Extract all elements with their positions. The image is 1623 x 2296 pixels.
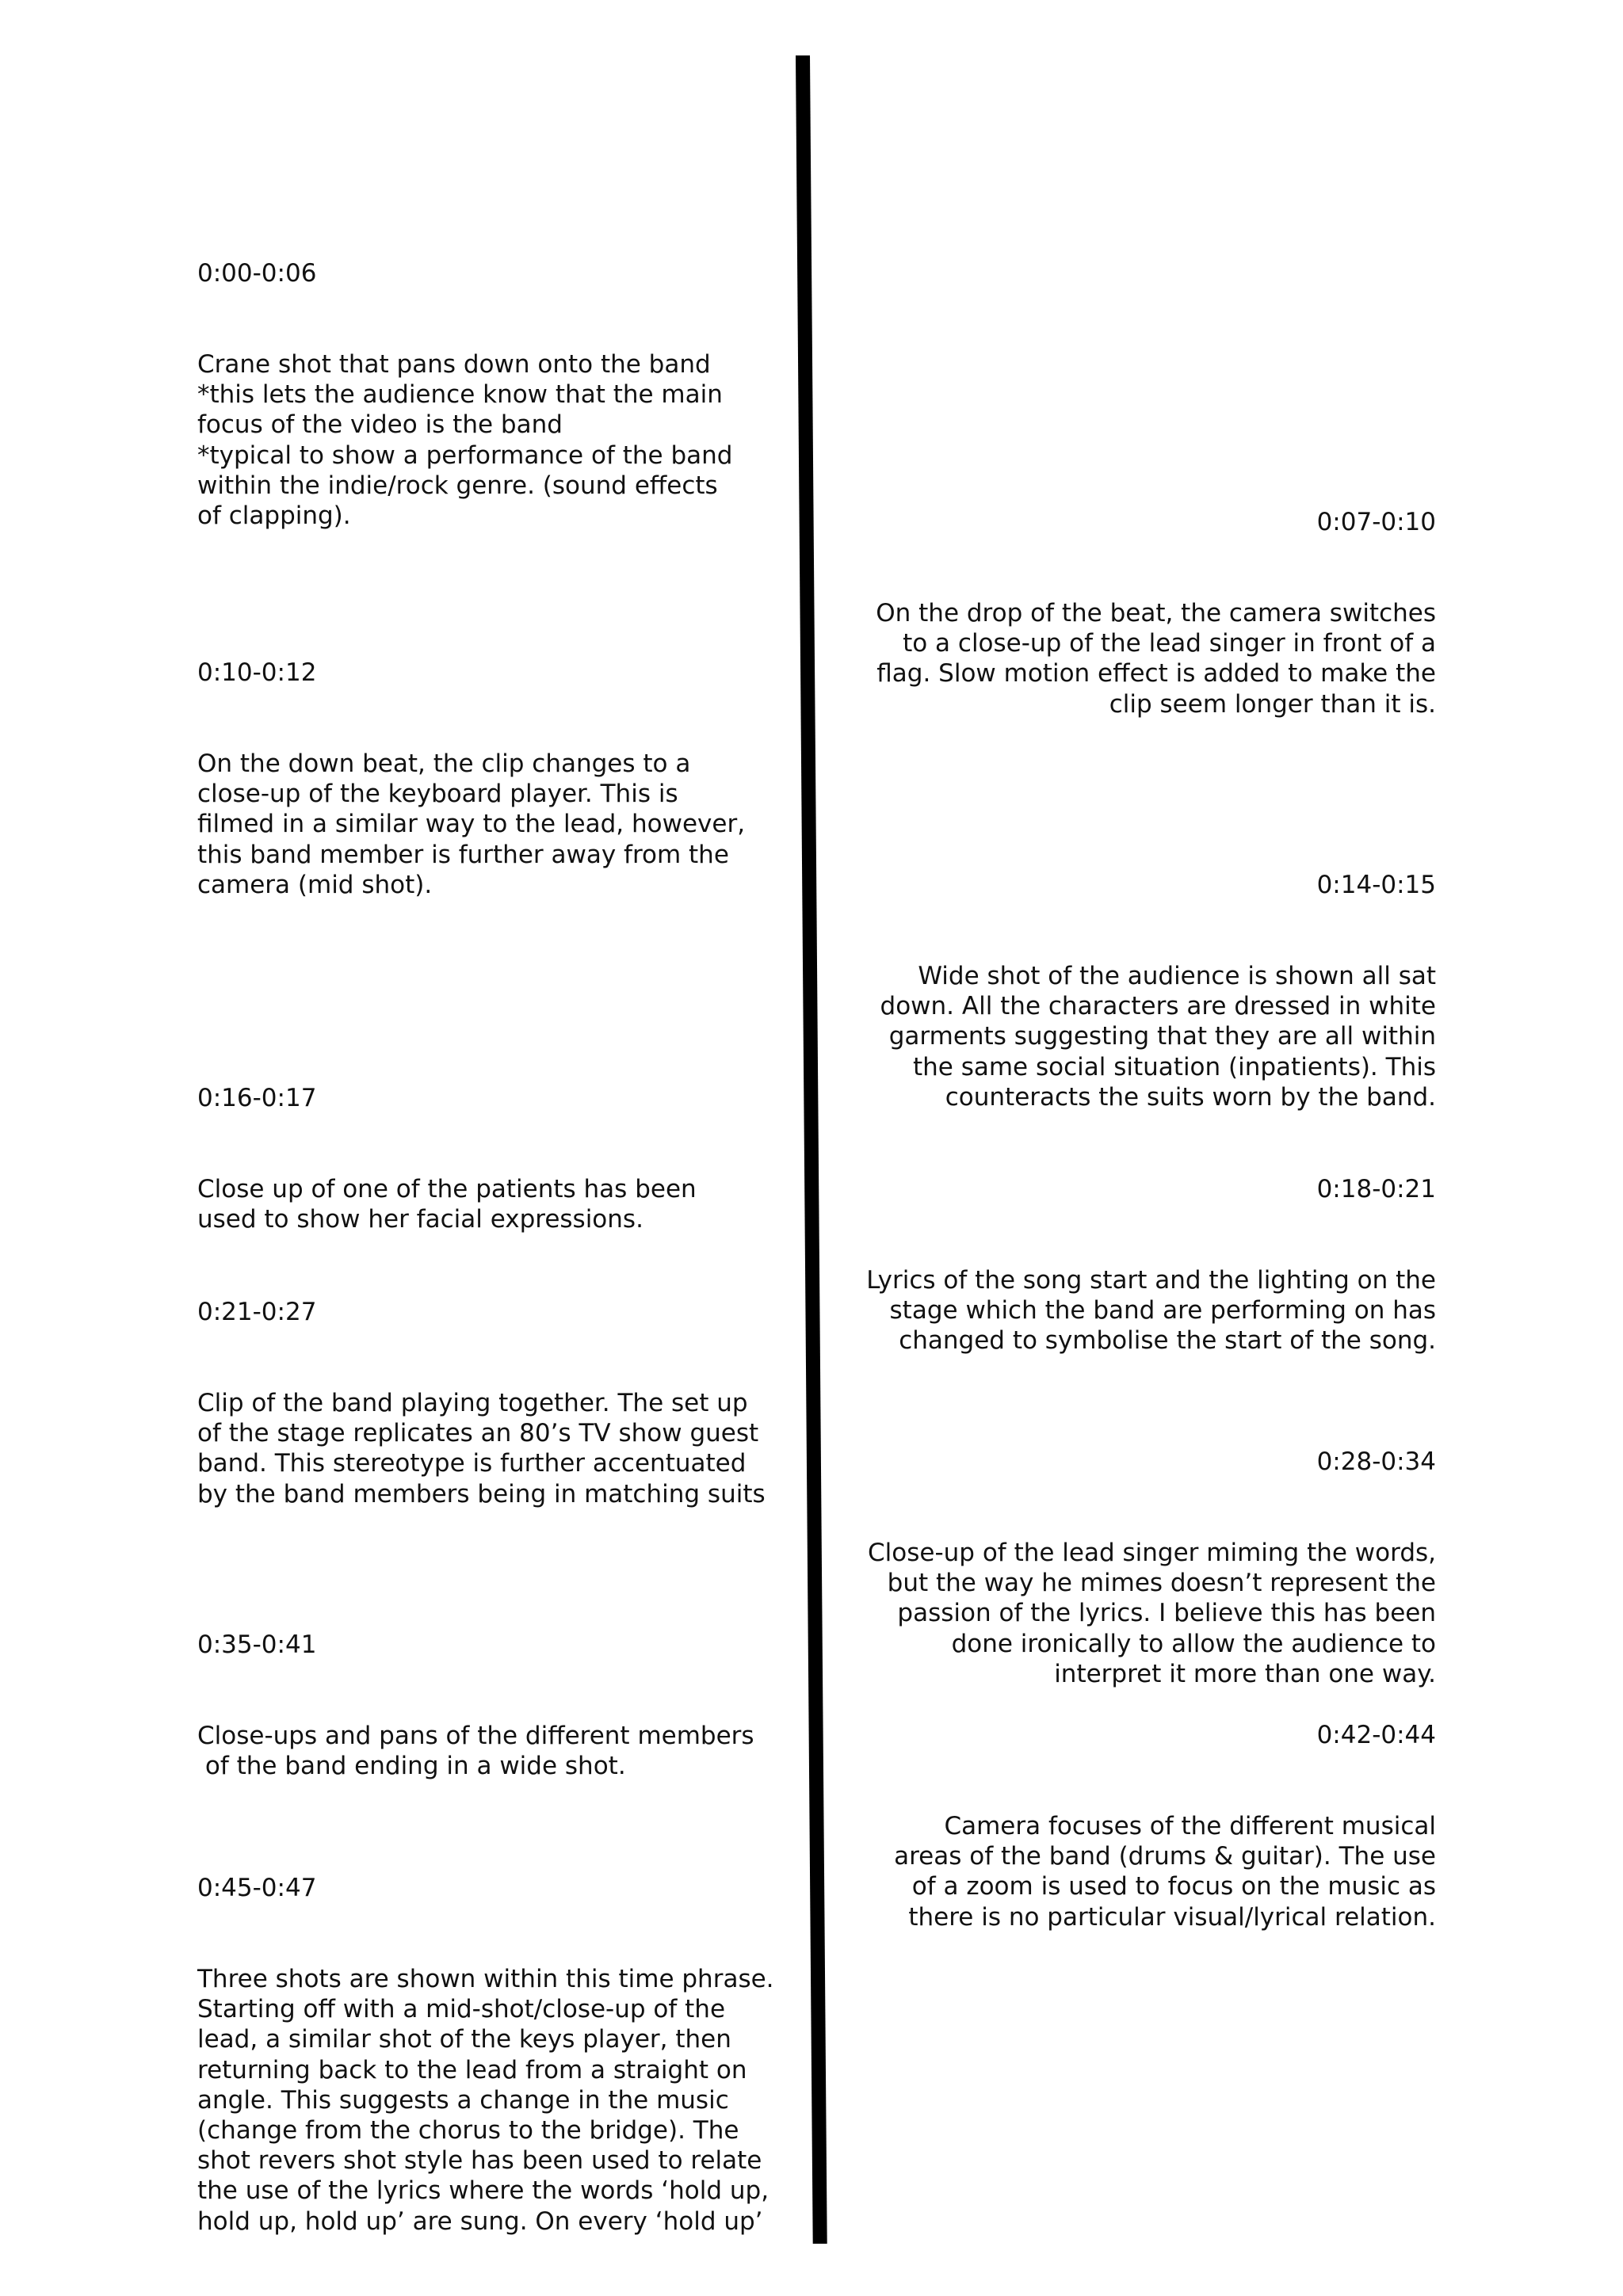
timestamp: 0:42-0:44 xyxy=(1316,1721,1436,1750)
shot-description: Lyrics of the song start and the lighting on the stage which the band are performing on has changed to symbolise the start of the song. xyxy=(866,1266,1436,1356)
timeline-entry-left xyxy=(197,1569,754,1812)
shot-description: Camera focuses of the different musical areas of the band (drums & guitar). The use of a zoom is used to focus on the music as there is no particular visual/lyrical relation. xyxy=(894,1812,1436,1932)
timeline-entry-left xyxy=(197,1023,697,1265)
timeline-entry-left xyxy=(197,198,732,561)
timestamp: 0:28-0:34 xyxy=(1316,1447,1436,1477)
timestamp: 0:10-0:12 xyxy=(197,658,317,688)
shot-description: Three shots are shown within this time phrase. Starting off with a mid-shot/close-up of the lead, a similar shot of the keys player, then returning back to the lead from a straight on angle. This suggests a change in the music (change from the chorus to the bridge). The shot revers shot style has been used to relate the use of the lyrics where the words ‘hold up, hold up, hold up’ are sung. On every ‘hold up’ xyxy=(197,1965,774,2236)
timeline-entry-left xyxy=(197,1813,774,2267)
timestamp: 0:14-0:15 xyxy=(1316,871,1436,900)
timestamp: 0:00-0:06 xyxy=(197,259,317,288)
timestamp: 0:21-0:27 xyxy=(197,1298,317,1327)
timestamp: 0:18-0:21 xyxy=(1316,1175,1436,1204)
timestamp: 0:35-0:41 xyxy=(197,1630,317,1660)
timeline-entry-right xyxy=(880,810,1436,1142)
timeline-entry-left xyxy=(197,597,745,930)
timeline-entry-left xyxy=(197,1237,766,1539)
timeline-entry-right xyxy=(866,1114,1436,1386)
timestamp: 0:45-0:47 xyxy=(197,1874,317,1903)
timestamp: 0:07-0:10 xyxy=(1316,508,1436,537)
shot-description: Close-up of the lead singer miming the words, but the way he mimes doesn’t represent the passion of the lyrics. I believe this has been done ironically to allow the audience to interpret it more than one way. xyxy=(868,1539,1436,1688)
shot-description: On the drop of the beat, the camera switches to a close-up of the lead singer in front of a flag. Slow motion effect is added to make the clip seem longer than it is. xyxy=(876,599,1436,719)
shot-description: Wide shot of the audience is shown all sat down. All the characters are dressed in white garments suggesting that they are all within the same social situation (inpatients). This counteracts the suits worn by the band. xyxy=(880,962,1436,1112)
timeline-entry-right xyxy=(876,447,1436,749)
shot-description: Clip of the band playing together. The set up of the stage replicates an 80’s TV show guest band. This stereotype is further accentuated by the band members being in matching suits xyxy=(197,1389,766,1508)
timestamp: 0:16-0:17 xyxy=(197,1084,317,1113)
shot-description: On the down beat, the clip changes to a close-up of the keyboard player. This is filmed in a similar way to the lead, however, this band member is further away from the camera (mid shot). xyxy=(197,749,746,899)
timeline-entry-right xyxy=(894,1660,1436,1962)
timeline-divider xyxy=(796,55,827,2244)
shot-description: Close-ups and pans of the different members of the band ending in a wide shot. xyxy=(197,1722,754,1781)
shot-description: Close up of one of the patients has been used to show her facial expressions. xyxy=(197,1175,697,1234)
shot-description: Crane shot that pans down onto the band *this lets the audience know that the main focus of the video is the band *typical to show a performance of the band within the indie/rock genre. (sound effects of clapping). xyxy=(197,350,733,531)
